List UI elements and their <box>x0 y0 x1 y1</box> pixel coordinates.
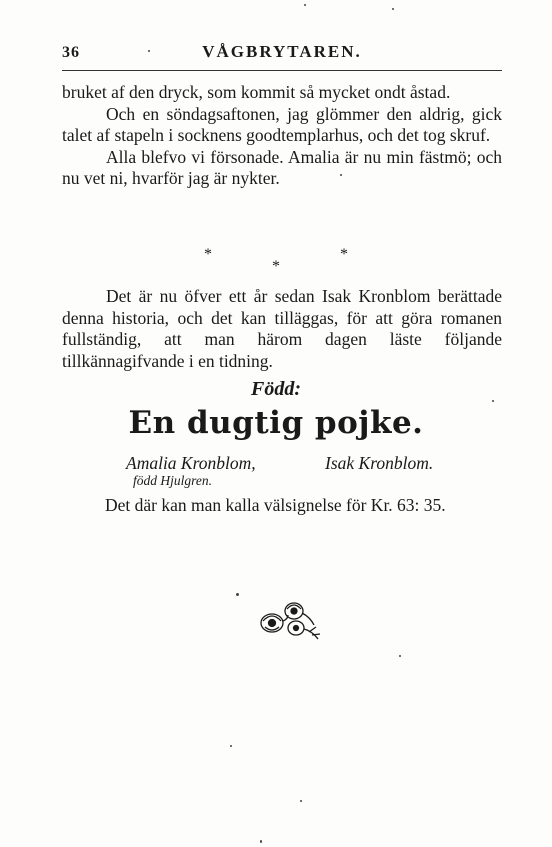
paragraph: Det är nu öfver ett år sedan Isak Kronblom berättade denna historia, och det kan tilläggas, för att göra romanen fullständig, att man härom dagen läste följande tillkännagifvande i en tidning. <box>62 286 502 371</box>
flower-vignette-icon <box>254 597 326 641</box>
paragraph: Och en söndagsaftonen, jag glömmer den aldrig, gick talet af stapeln i socknens goodtemplarhus, och det tog skruf. <box>62 103 502 145</box>
section-break-top: * * <box>204 246 410 263</box>
page-number: 36 <box>62 44 80 61</box>
paragraph: Alla blefvo vi försonade. Amalia är nu min fästmö; och nu vet ni, hvarför jag är nykter. <box>62 146 502 188</box>
notice-mother-maiden-name: född Hjulgren. <box>133 473 212 488</box>
notice-mother: Amalia Kronblom, <box>126 453 256 473</box>
notice-headline: En dugtig pojke. <box>128 405 424 441</box>
section-break-bottom: * <box>272 258 280 275</box>
page-header <box>62 42 502 64</box>
story-text <box>62 82 502 190</box>
header-rule <box>62 70 502 71</box>
notice-father: Isak Kronblom. <box>325 453 434 473</box>
notice-label: Född: <box>251 378 301 400</box>
paragraph: bruket af den dryck, som kommit så mycket ondt åstad. <box>62 82 451 102</box>
epilogue-text <box>62 286 502 372</box>
running-title: VÅGBRYTAREN. <box>202 42 362 61</box>
closing-line: Det där kan man kalla välsignelse för Kr. 63: 35. <box>105 495 446 515</box>
